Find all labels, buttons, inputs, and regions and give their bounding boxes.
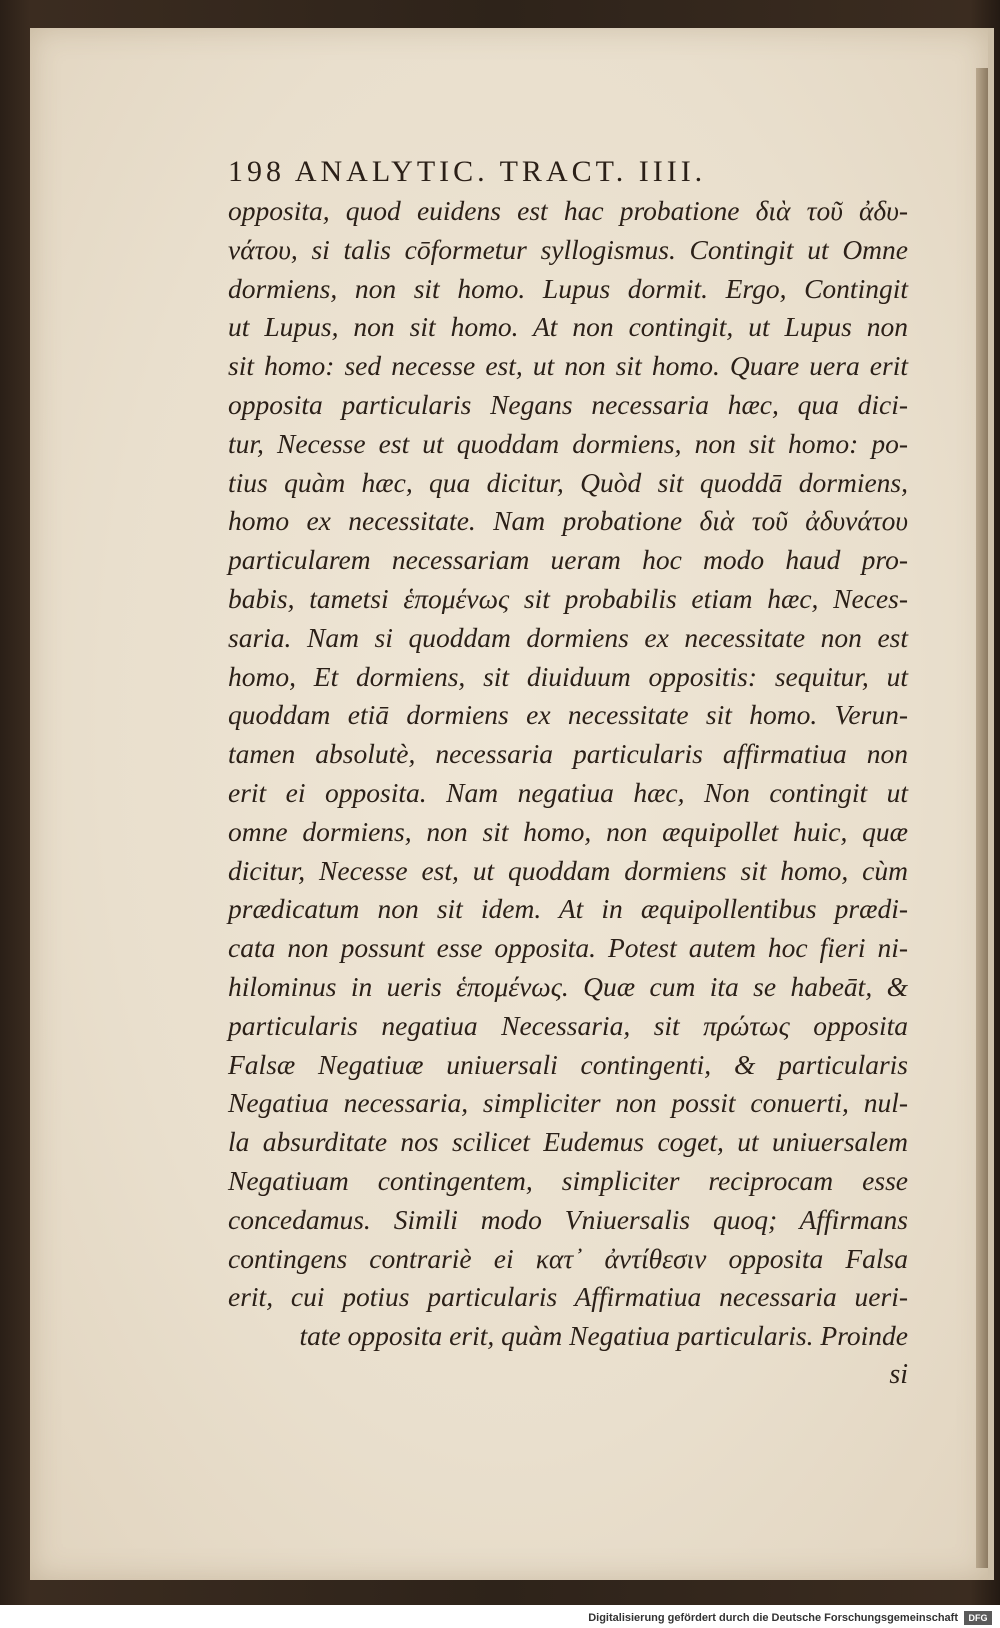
text-line: homo ex necessitate. Nam probatione διὰ τοῦ ἀδυνάτου — [228, 505, 908, 537]
text-line: tur, Necesse est ut quoddam dormiens, non sit homo: po- — [228, 427, 908, 459]
text-line: particularem necessariam ueram hoc modo haud pro- — [228, 544, 908, 576]
text-line: dormiens, non sit homo. Lupus dormit. Ergo, Contingit — [228, 272, 908, 304]
text-line: erit ei opposita. Nam negatiua hæc, Non contingit ut — [228, 776, 908, 808]
text-line: Negatiuam contingentem, simpliciter reciprocam esse — [228, 1164, 908, 1196]
dfg-logo: DFG — [964, 1611, 992, 1625]
text-line: hilominus in ueris ἑπομένως. Quæ cum ita se habeāt, & — [228, 970, 908, 1002]
funding-notice: Digitalisierung gefördert durch die Deutsche Forschungsgemeinschaft — [588, 1612, 958, 1624]
catchword: si — [889, 1358, 908, 1390]
text-line: saria. Nam si quoddam dormiens ex necessitate non est — [228, 621, 908, 653]
text-line: sit homo: sed necesse est, ut non sit homo. Quare uera erit — [228, 350, 908, 382]
text-line: Falsæ Negatiuæ uniuersali contingenti, & particularis — [228, 1048, 908, 1080]
text-line: contingens contrariè ei κατ᾽ ἀντίθεσιν opposita Falsa — [228, 1242, 908, 1274]
text-line: tius quàm hæc, qua dicitur, Quòd sit quoddā dormiens, — [228, 466, 908, 498]
text-line: tate opposita erit, quàm Negatiua particularis. Proinde — [299, 1320, 908, 1352]
text-line: particularis negatiua Necessaria, sit πρώτως opposita — [228, 1009, 908, 1041]
text-line: quoddam etiā dormiens ex necessitate sit homo. Verun- — [228, 699, 908, 731]
text-line: Negatiua necessaria, simpliciter non possit conuerti, nul- — [228, 1087, 908, 1119]
text-line: erit, cui potius particularis Affirmatiua necessaria ueri- — [228, 1281, 908, 1313]
text-line: opposita, quod euidens est hac probatione διὰ τοῦ ἀδυ- — [228, 195, 908, 226]
text-line: νάτου, si talis cōformetur syllogismus. Contingit ut Omne — [228, 233, 908, 265]
text-line: opposita particularis Negans necessaria hæc, qua dici- — [228, 388, 908, 420]
text-line: tamen absolutè, necessaria particularis affirmatiua non — [228, 738, 908, 770]
text-line: la absurditate nos scilicet Eudemus coget, ut uniuersalem — [228, 1126, 908, 1158]
text-line: cata non possunt esse opposita. Potest autem hoc fieri ni- — [228, 932, 908, 964]
text-line: ut Lupus, non sit homo. At non contingit, ut Lupus non — [228, 311, 908, 343]
running-head: 198 ANALYTIC. TRACT. IIII. — [228, 155, 707, 188]
body-text — [228, 192, 908, 1356]
text-line: concedamus. Simili modo Vniuersalis quoq; Affirmans — [228, 1203, 908, 1235]
page-edge — [976, 68, 988, 1568]
text-line: dicitur, Necesse est, ut quoddam dormiens sit homo, cùm — [228, 854, 908, 886]
text-line: babis, tametsi ἑπομένως sit probabilis etiam hæc, Neces- — [228, 582, 908, 614]
text-line: prædicatum non sit idem. At in æquipollentibus prædi- — [228, 893, 908, 925]
text-line: homo, Et dormiens, sit diuiduum oppositis: sequitur, ut — [228, 660, 908, 692]
page-text-block — [228, 152, 908, 1394]
footer-bar — [0, 1605, 1000, 1628]
text-line: omne dormiens, non sit homo, non æquipollet huic, quæ — [228, 815, 908, 847]
